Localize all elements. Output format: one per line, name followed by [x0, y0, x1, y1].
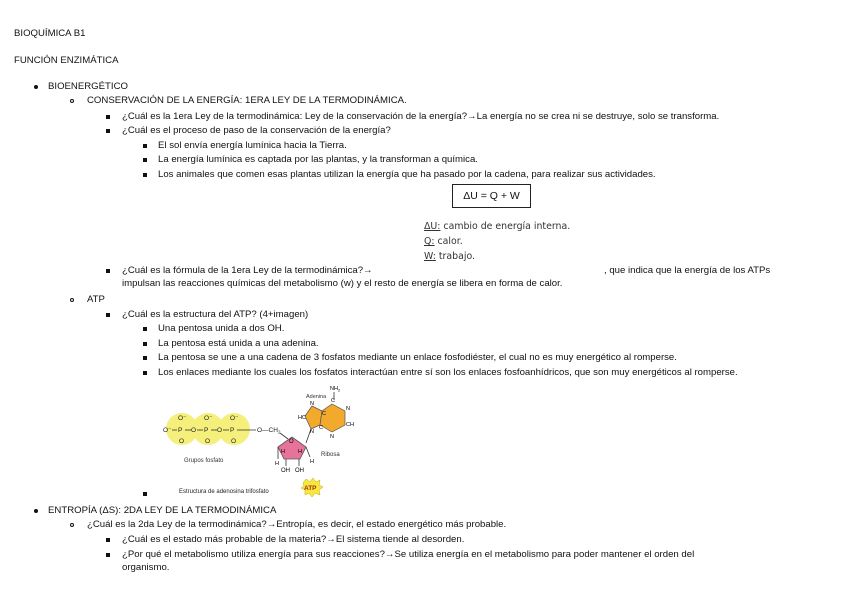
h-label: H [275, 461, 279, 467]
question-process: ¿Cuál es el proceso de paso de la conservación de la energía? [122, 125, 391, 136]
list-item: Los enlaces mediante los cuales los fosfatos interactúan entre sí son los enlaces fosfoanhídricos, que son muy energéticos al romperse. [158, 367, 738, 378]
p-label: P [204, 427, 209, 434]
bullet-square [143, 356, 147, 360]
figure-caption: Estructura de adenosina trifosfato [179, 489, 269, 495]
bullet-square [143, 158, 147, 162]
question-second-law: ¿Cuál es la 2da Ley de la termodinámica?→Entropía, es decir, el estado energético más probable. [87, 519, 507, 530]
bullet-square [106, 269, 110, 273]
legend-text: calor. [434, 236, 463, 247]
list-item: ¿Por qué el metabolismo utiliza energía para sus reacciones?→Se utiliza energía en el metabolismo para poder mantener el orden del [122, 549, 695, 560]
list-item: Los animales que comen esas plantas utilizan la energía que ha pasado por la cadena, para realizar sus actividades. [158, 169, 656, 180]
list-item: La energía lumínica es captada por las plantas, y la transforman a química. [158, 154, 478, 165]
c-label: C [331, 398, 335, 404]
doc-title: BIOQUÍMICA B1 [14, 28, 86, 39]
o-minus-label: O⁻ [230, 415, 239, 422]
nh2-label: $NH_2$ [330, 386, 341, 393]
question-formula-part2: , que indica que la energía de los ATPs [604, 265, 771, 276]
ch-label: CH [346, 422, 354, 428]
o-label: O [191, 427, 197, 434]
n-label: N [346, 406, 350, 412]
question-formula-line2: impulsan las reacciones químicas del metabolismo (w) y el resto de energía se libera en forma de calor. [122, 278, 563, 289]
section-heading-bioenergetico: BIOENERGÉTICO [48, 81, 128, 92]
subsection-heading-atp: ATP [87, 294, 105, 305]
ribose-label: Ribosa [321, 452, 340, 458]
legend-symbol: W: [424, 251, 436, 262]
doc-subtitle: FUNCIÓN ENZIMÁTICA [14, 55, 119, 66]
legend-symbol: Q: [424, 236, 435, 247]
bullet-square [106, 553, 110, 557]
atp-badge-label: ATP [304, 485, 317, 492]
phosphate-groups-label: Grupos fosfato [184, 458, 224, 464]
question-atp-structure: ¿Cuál es la estructura del ATP? (4+imagen) [122, 309, 309, 320]
list-item: La pentosa está unida a una adenina. [158, 338, 319, 349]
legend-text: trabajo. [435, 251, 475, 262]
bullet-square [143, 144, 147, 148]
adenine-label: Adenina [306, 394, 327, 400]
list-item: Una pentosa unida a dos OH. [158, 323, 285, 334]
n-label: N [310, 401, 314, 407]
bullet-square [143, 342, 147, 346]
list-item: ¿Cuál es el estado más probable de la materia?→El sistema tiende al desorden. [122, 534, 465, 545]
atp-structure-figure [160, 383, 380, 501]
o-label: O [179, 438, 185, 445]
bullet-square [143, 371, 147, 375]
bullet-square [143, 492, 147, 496]
h-label: H [281, 449, 285, 455]
question-first-law: ¿Cuál es la 1era Ley de la termodinámica: Ley de la conservación de la energía?→La energía no se crea ni se destruye, solo se transforma. [122, 111, 720, 122]
hc-label: HC [298, 415, 306, 421]
subsection-heading-conservacion: CONSERVACIÓN DE LA ENERGÍA: 1ERA LEY DE LA TERMODINÁMICA. [87, 95, 407, 106]
p-label: P [178, 427, 183, 434]
adenine-ring-6 [320, 404, 345, 432]
question-formula-part1: ¿Cuál es la fórmula de la 1era Ley de la termodinámica?→ [122, 265, 373, 276]
o-label: O [217, 427, 223, 434]
bullet-disc [34, 85, 38, 89]
legend-symbol: ΔU: [424, 221, 441, 232]
bullet-circle [70, 99, 74, 103]
h-label: H [310, 459, 314, 465]
legend-row [424, 236, 463, 248]
legend-row [424, 251, 475, 263]
c-label: C [322, 411, 326, 417]
p-label: P [230, 427, 235, 434]
bullet-square [106, 313, 110, 317]
n-label: N [330, 434, 334, 440]
o-label: O [205, 438, 211, 445]
list-item-continuation: organismo. [122, 562, 170, 573]
n-label: N [310, 429, 314, 435]
o-minus-label: O⁻ [204, 415, 213, 422]
oh-label: OH [281, 468, 290, 474]
h-label: H [298, 449, 302, 455]
bullet-circle [70, 523, 74, 527]
c-label: C [319, 425, 323, 431]
o-label: O [231, 438, 237, 445]
bullet-square [106, 115, 110, 119]
list-item: La pentosa se une a una cadena de 3 fosfatos mediante un enlace fosfodiéster, el cual no es muy energético al romperse. [158, 352, 677, 363]
bullet-disc [34, 509, 38, 513]
ring-oxygen: O [289, 439, 294, 445]
bullet-square [143, 173, 147, 177]
legend-text: cambio de energía interna. [440, 221, 571, 232]
bullet-square [106, 129, 110, 133]
ch2-label: $O—CH_2$ [257, 427, 281, 435]
legend-row [424, 221, 570, 233]
o-minus-label: O⁻ [163, 427, 172, 434]
bullet-square [143, 327, 147, 331]
section-heading-entropia: ENTROPÍA (ΔS): 2DA LEY DE LA TERMODINÁMICA [48, 505, 277, 516]
formula-box: ΔU = Q + W [452, 184, 531, 208]
bullet-square [106, 538, 110, 542]
bullet-circle [70, 298, 74, 302]
list-item: El sol envía energía lumínica hacia la Tierra. [158, 140, 347, 151]
o-minus-label: O⁻ [178, 415, 187, 422]
oh-label: OH [295, 468, 304, 474]
